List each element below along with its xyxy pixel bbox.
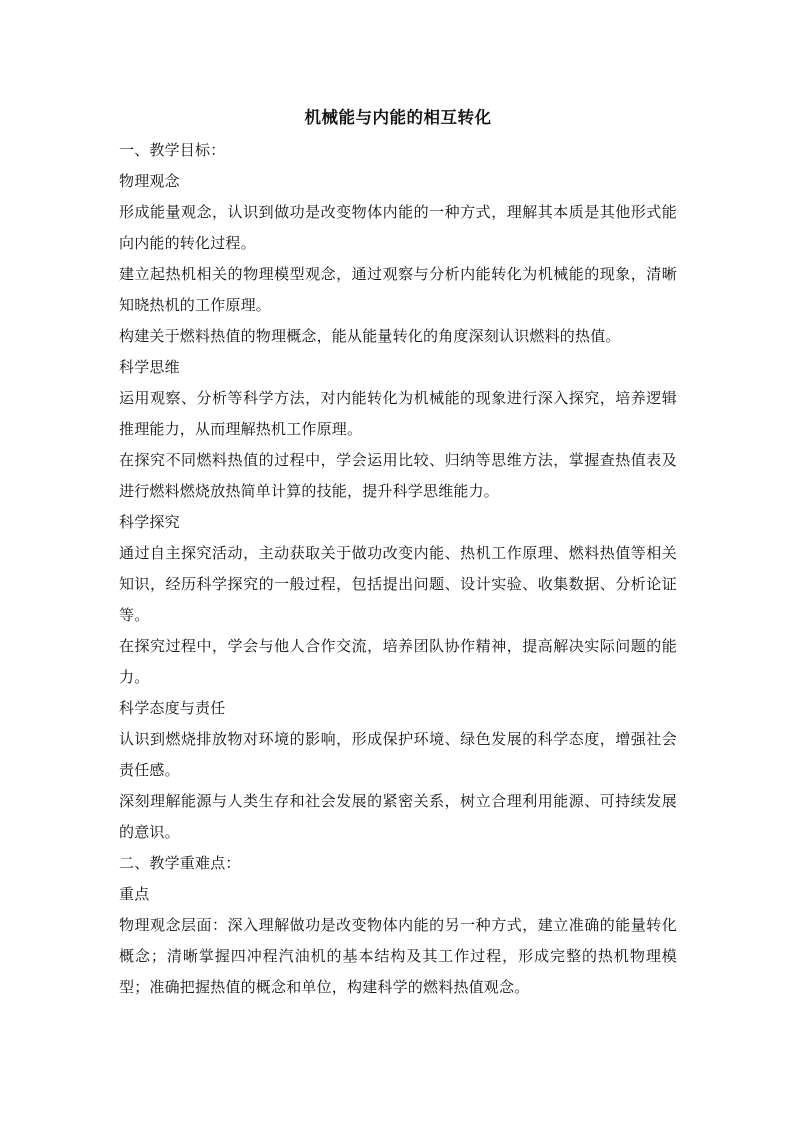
- subheading-attitude-responsibility: 科学态度与责任: [119, 699, 226, 717]
- paragraph: 形成能量观念，认识到做功是改变物体内能的一种方式，理解其本质是其他形式能向内能的转化过程。: [119, 203, 677, 252]
- paragraph: 建立起热机相关的物理模型观念，通过观察与分析内能转化为机械能的现象，清晰知晓热机的工作原理。: [119, 265, 677, 314]
- paragraph: 在探究不同燃料热值的过程中，学会运用比较、归纳等思维方法，掌握查热值表及进行燃料燃烧放热简单计算的技能，提升科学思维能力。: [119, 451, 677, 500]
- paragraph: 构建关于燃料热值的物理概念，能从能量转化的角度深刻认识燃料的热值。: [119, 327, 621, 345]
- paragraph: 运用观察、分析等科学方法，对内能转化为机械能的现象进行深入探究，培养逻辑推理能力，从而理解热机工作原理。: [119, 389, 677, 438]
- paragraph: 物理观念层面：深入理解做功是改变物体内能的另一种方式，建立准确的能量转化概念；清晰掌握四冲程汽油机的基本结构及其工作过程，形成完整的热机物理模型；准确把握热值的概念和单位，构建科学的燃料热值观念。: [119, 916, 677, 996]
- subheading-physics-concept: 物理观念: [119, 172, 180, 190]
- document-body: [119, 102, 677, 1003]
- paragraph: 通过自主探究活动，主动获取关于做功改变内能、热机工作原理、燃料热值等相关知识，经历科学探究的一般过程，包括提出问题、设计实验、收集数据、分析论证等。: [119, 544, 677, 624]
- section-heading-key-points: 二、教学重难点：: [119, 854, 241, 872]
- subheading-scientific-inquiry: 科学探究: [119, 513, 180, 531]
- section-heading-objectives: 一、教学目标：: [119, 141, 226, 159]
- paragraph: 在探究过程中，学会与他人合作交流，培养团队协作精神，提高解决实际问题的能力。: [119, 637, 677, 686]
- paragraph: 深刻理解能源与人类生存和社会发展的紧密关系，树立合理利用能源、可持续发展的意识。: [119, 792, 677, 841]
- paragraph: 认识到燃烧排放物对环境的影响，形成保护环境、绿色发展的科学态度，增强社会责任感。: [119, 730, 677, 779]
- subheading-scientific-thinking: 科学思维: [119, 358, 180, 376]
- document-title: 机械能与内能的相互转化: [304, 108, 492, 127]
- subheading-key-point: 重点: [119, 885, 150, 903]
